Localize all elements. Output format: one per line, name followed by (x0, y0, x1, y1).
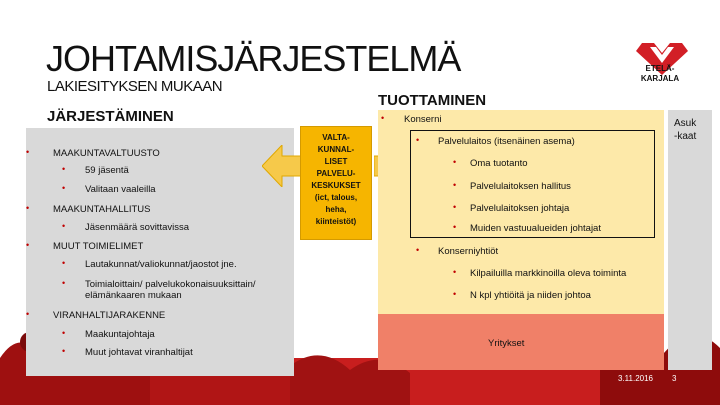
asukkaat-label: Asuk -kaat (674, 118, 697, 142)
list-item: Kilpailuilla markkinoilla oleva toiminta (470, 268, 627, 279)
logo-text: ETELÄ- KARJALA (640, 64, 680, 83)
list-item: MAAKUNTAHALLITUS (53, 204, 151, 215)
list-item: MUUT TOIMIELIMET (53, 241, 144, 252)
bullet-icon: • (381, 113, 385, 123)
list-item: VIRANHALTIJARAKENNE (53, 310, 166, 321)
bullet-icon: • (453, 157, 457, 167)
bullet-icon: • (416, 135, 420, 145)
bullet-icon: • (26, 309, 30, 319)
page-title: JOHTAMISJÄRJESTELMÄ (46, 38, 461, 79)
heading-tuottaminen: TUOTTAMINEN (378, 92, 487, 109)
list-item: Valitaan vaaleilla (85, 184, 156, 195)
list-item: MAAKUNTAVALTUUSTO (53, 148, 160, 159)
bullet-icon: • (453, 289, 457, 299)
page-subtitle: LAKIESITYKSEN MUKAAN (47, 78, 223, 95)
shared-services-text: VALTA- KUNNAL- LISET PALVELU- KESKUKSET (ict, talous, heha, kiinteistöt) (311, 133, 361, 226)
list-item: Konserni (404, 114, 442, 125)
bullet-icon: • (62, 346, 66, 356)
bullet-icon: • (26, 240, 30, 250)
list-item: Jäsenmäärä sovittavissa (85, 222, 190, 233)
yritykset-label: Yritykset (488, 338, 525, 349)
list-item: Konserniyhtiöt (438, 246, 499, 257)
bullet-icon: • (62, 258, 66, 268)
list-item: Oma tuotanto (470, 158, 528, 169)
jarjestaminen-panel (26, 128, 294, 376)
footer-date: 3.11.2016 (618, 374, 653, 383)
bullet-icon: • (453, 202, 457, 212)
bullet-icon: • (453, 180, 457, 190)
list-item: N kpl yhtiöitä ja niiden johtoa (470, 290, 591, 301)
bullet-icon: • (62, 278, 66, 288)
list-item: Lautakunnat/valiokunnat/jaostot jne. (85, 259, 237, 270)
list-item: Palvelulaitos (itsenäinen asema) (438, 136, 575, 147)
bullet-icon: • (62, 183, 66, 193)
bullet-icon: • (62, 328, 66, 338)
bullet-icon: • (416, 245, 420, 255)
bullet-icon: • (453, 222, 457, 232)
bullet-icon: • (26, 203, 30, 213)
heading-jarjestaminen: JÄRJESTÄMINEN (47, 108, 174, 125)
bullet-icon: • (62, 221, 66, 231)
bullet-icon: • (26, 147, 30, 157)
list-item: Muut johtavat viranhaltijat (85, 347, 193, 358)
list-item: Palvelulaitoksen hallitus (470, 181, 571, 192)
list-item: Toimialoittain/ palvelukokonaisuuksittain/ (85, 279, 256, 290)
list-item-continuation: elämänkaaren mukaan (85, 290, 182, 301)
bullet-icon: • (62, 164, 66, 174)
list-item: 59 jäsentä (85, 165, 129, 176)
asukkaat-panel (668, 110, 712, 370)
bullet-icon: • (453, 267, 457, 277)
list-item: Muiden vastuualueiden johtajat (470, 223, 601, 234)
list-item: Maakuntajohtaja (85, 329, 155, 340)
list-item: Palvelulaitoksen johtaja (470, 203, 570, 214)
page-number: 3 (672, 374, 677, 383)
